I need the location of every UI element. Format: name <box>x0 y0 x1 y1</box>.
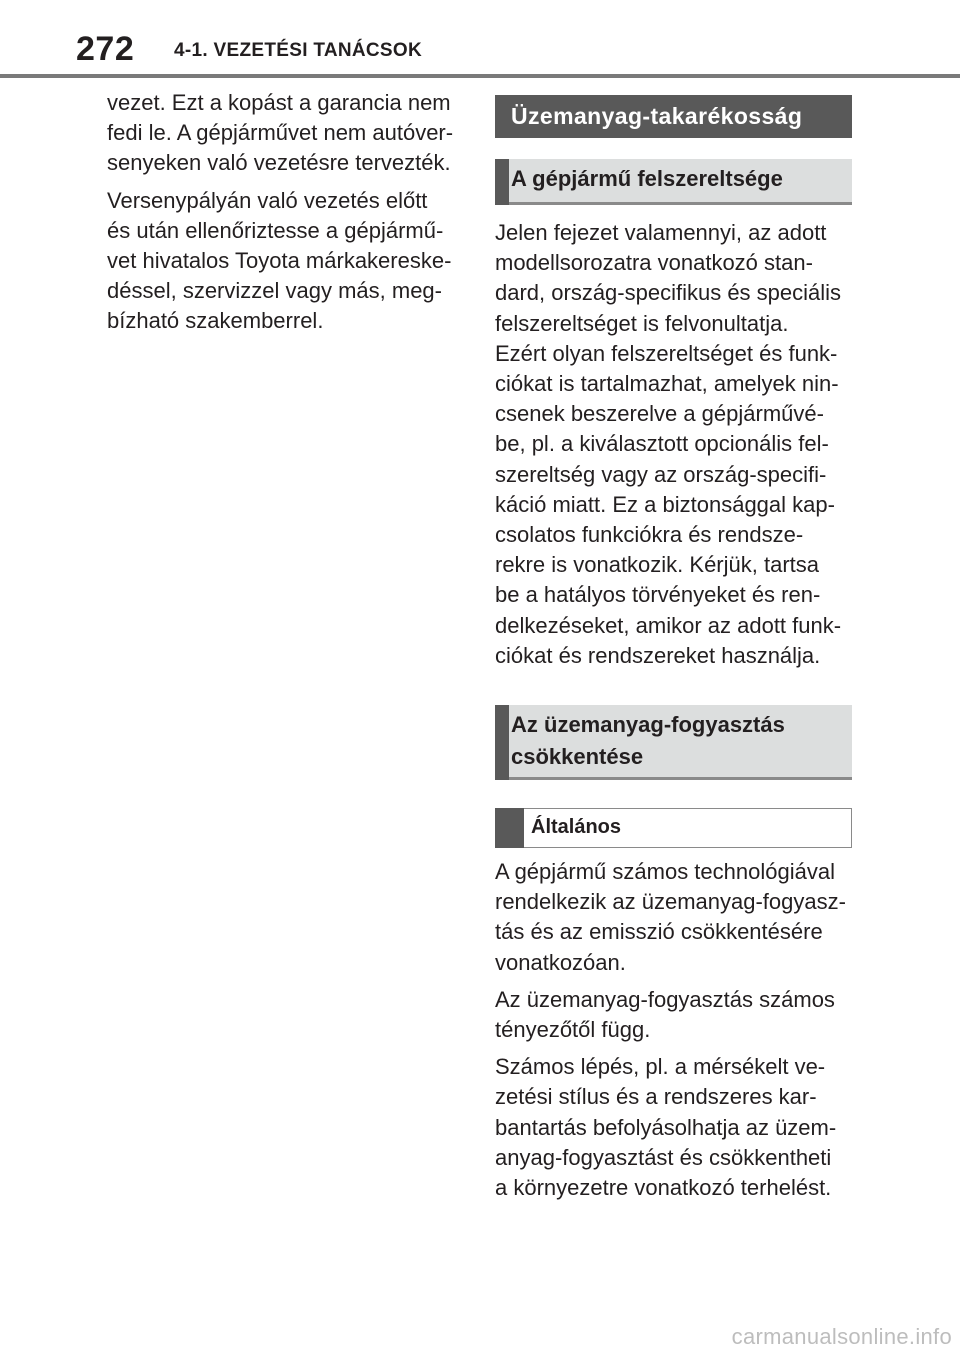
subheading-marker <box>495 159 509 205</box>
minor-heading-text: Általános <box>531 816 622 839</box>
paragraph-track-inspection <box>107 186 467 337</box>
text-line: Az üzemanyag-fogyasztás <box>511 712 785 738</box>
subheading-text <box>495 705 852 773</box>
text-line: tényezőtől függ. <box>495 1017 651 1043</box>
text-line: be a hatályos törvényeket és ren- <box>495 582 821 608</box>
subheading-text: A gépjármű felszereltsége <box>511 166 783 191</box>
subheading-equipment <box>495 159 852 205</box>
subheading-marker <box>495 705 509 780</box>
text-line: bízható szakemberrel. <box>107 308 324 334</box>
left-column <box>107 88 467 337</box>
chapter-title: 4-1. VEZETÉSI TANÁCSOK <box>174 40 423 61</box>
paragraph-equipment <box>495 218 852 671</box>
text-line: Ezért olyan felszereltséget és funk- <box>495 340 838 366</box>
text-line: delkezéseket, amikor az adott funk- <box>495 612 842 638</box>
text-line: rendelkezik az üzemanyag-fogyasz- <box>495 889 846 915</box>
text-line: szereltség vagy az ország-specifi- <box>495 461 827 487</box>
text-line: be, pl. a kiválasztott opcionális fel- <box>495 431 829 457</box>
subheading-fuel-reduction <box>495 705 852 780</box>
text-line: vonatkozóan. <box>495 949 626 975</box>
text-line: vet hivatalos Toyota márkakereske- <box>107 248 452 274</box>
text-line: bantartás befolyásolhatja az üzem- <box>495 1114 837 1140</box>
text-line: rekre is vonatkozik. Kérjük, tartsa <box>495 552 820 578</box>
text-line: Az üzemanyag-fogyasztás számos <box>495 986 835 1012</box>
page-header <box>0 0 960 80</box>
minor-heading-marker <box>495 808 524 848</box>
text-line: és után ellenőriztesse a gépjármű- <box>107 217 444 243</box>
paragraph-factors <box>495 985 852 1045</box>
text-line: dard, ország-specifikus és speciális <box>495 280 842 306</box>
text-line: Jelen fejezet valamennyi, az adott <box>495 220 827 245</box>
paragraph-track-driving-note <box>107 88 467 179</box>
text-line: Versenypályán való vezetés előtt <box>107 187 428 213</box>
text-line: déssel, szervizzel vagy más, meg- <box>107 278 442 304</box>
paragraph-technology <box>495 857 852 978</box>
text-line: A gépjármű számos technológiával <box>495 859 835 885</box>
paragraph-measures <box>495 1052 852 1203</box>
header-divider <box>0 74 960 78</box>
right-column <box>495 95 852 1203</box>
text-line: felszereltséget is felvonultatja. <box>495 310 789 336</box>
text-line: csenek beszerelve a gépjárművé- <box>495 401 824 427</box>
text-line: Számos lépés, pl. a mérsékelt ve- <box>495 1054 826 1080</box>
watermark: carmanualsonline.info <box>731 1324 952 1349</box>
text-line: káció miatt. Ez a biztonsággal kap- <box>495 491 835 517</box>
text-line: modellsorozatra vonatkozó stan- <box>495 250 813 276</box>
text-line: csolatos funkciókra és rendsze- <box>495 522 804 548</box>
section-banner: Üzemanyag-takarékosság <box>495 95 852 138</box>
text-line: vezet. Ezt a kopást a garancia nem <box>107 90 451 115</box>
text-line: fedi le. A gépjárművet nem autóver- <box>107 120 454 146</box>
text-line: a környezetre vonatkozó terhelést. <box>495 1175 832 1201</box>
text-line: csökkentése <box>511 744 644 770</box>
page-number: 272 <box>76 30 135 68</box>
text-line: anyag-fogyasztást és csökkentheti <box>495 1144 832 1170</box>
text-line: tás és az emisszió csökkentésére <box>495 919 823 945</box>
minor-heading-general <box>495 808 852 848</box>
text-line: senyeken való vezetésre tervezték. <box>107 150 451 176</box>
text-line: ciókat is tartalmazhat, amelyek nin- <box>495 371 839 397</box>
text-line: ciókat és rendszereket használja. <box>495 642 821 668</box>
text-line: zetési stílus és a rendszeres kar- <box>495 1084 817 1110</box>
